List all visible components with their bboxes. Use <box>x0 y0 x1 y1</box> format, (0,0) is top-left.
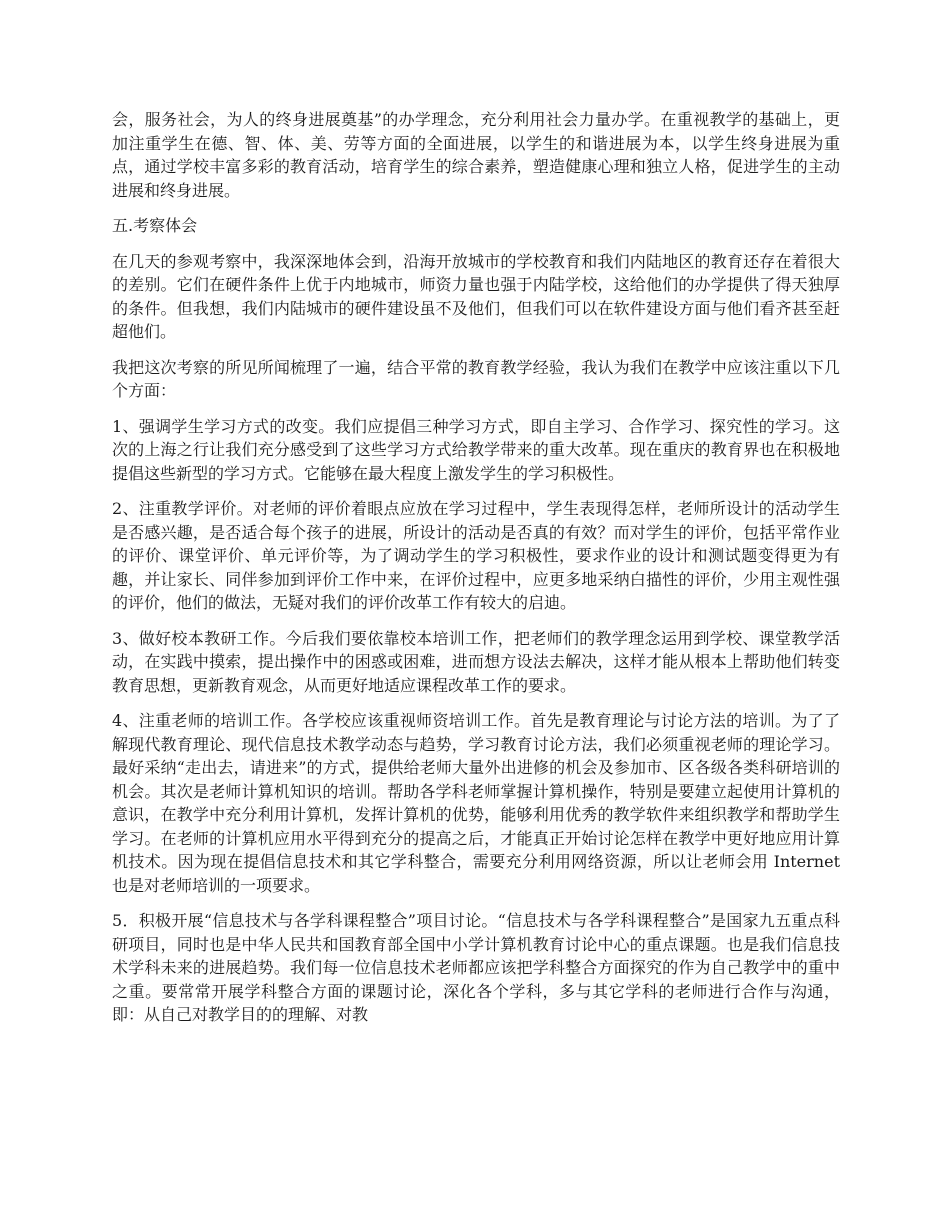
paragraph-intro-continued: 会，服务社会，为人的终身进展奠基”的办学理念，充分利用社会力量办学。在重视教学的基础上，更加注重学生在德、智、体、美、劳等方面的全面进展，以学生的和谐进展为本，以学生终身进展为重点，通过学校丰富多彩的教育活动，培育学生的综合素养，塑造健康心理和独立人格，促进学生的主动进展和终身进展。 <box>112 110 840 200</box>
document-page <box>112 108 840 1039</box>
paragraph-summary-lead: 我把这次考察的所见所闻梳理了一遍，结合平常的教育教学经验，我认为我们在教学中应该注重以下几个方面： <box>112 357 840 400</box>
paragraph-point-2-teaching-evaluation: 2、注重教学评价。对老师的评价着眼点应放在学习过程中，学生表现得怎样，老师所设计的活动学生是否感兴趣，是否适合每个孩子的进展，所设计的活动是否真的有效？而对学生的评价，包括平常作业的评价、课堂评价、单元评价等，为了调动学生的学习积极性，要求作业的设计和测试题变得更为有趣，并让家长、同伴参加到评价工作中来，在评价过程中，应更多地采纳白描性的评价，少用主观性强的评价，他们的做法，无疑对我们的评价改革工作有较大的启迪。 <box>112 499 840 612</box>
paragraph-point-5-curriculum-integration: 5．积极开展“信息技术与各学科课程整合”项目讨论。“信息技术与各学科课程整合”是国家九五重点科研项目，同时也是中华人民共和国教育部全国中小学计算机教育讨论中心的重点课题。也是我们信息技术学科未来的进展趋势。我们每一位信息技术老师都应该把学科整合方面探究的作为自己教学中的重中之重。要常常开展学科整合方面的课题讨论，深化各个学科，多与其它学科的老师进行合作与沟通，即：从自己对教学目的的理解、对教 <box>112 911 840 1024</box>
paragraph-point-3-school-research: 3、做好校本教研工作。今后我们要依靠校本培训工作，把老师们的教学理念运用到学校、课堂教学活动，在实践中摸索，提出操作中的困惑或困难，进而想方设法去解决，这样才能从根本上帮助他们转变教育思想，更新教育观念，从而更好地适应课程改革工作的要求。 <box>112 628 840 695</box>
paragraph-point-4-teacher-training: 4、注重老师的培训工作。各学校应该重视师资培训工作。首先是教育理论与讨论方法的培训。为了了解现代教育理论、现代信息技术教学动态与趋势，学习教育讨论方法，我们必须重视老师的理论学习。最好采纳“走出去，请进来”的方式，提供给老师大量外出进修的机会及参加市、区各级各类科研培训的机会。其次是老师计算机知识的培训。帮助各学科老师掌握计算机操作，特别是要建立起使用计算机的意识，在教学中充分利用计算机，发挥计算机的优势，能够利用优秀的教学软件来组织教学和帮助学生学习。在老师的计算机应用水平得到充分的提高之后，才能真正开始讨论怎样在教学中更好地应用计算机技术。因为现在提倡信息技术和其它学科整合，需要充分利用网络资源，所以让老师会用 Internet 也是对老师培训的一项要求。 <box>112 711 840 895</box>
paragraph-point-1-learning-methods: 1、强调学生学习方式的改变。我们应提倡三种学习方式，即自主学习、合作学习、探究性的学习。这次的上海之行让我们充分感受到了这些学习方式给教学带来的重大改革。现在重庆的教育界也在积极地提倡这些新型的学习方式。它能够在最大程度上激发学生的学习积极性。 <box>112 416 840 483</box>
section-heading-inspection-reflections: 五.考察体会 <box>112 216 198 235</box>
paragraph-reflection-overview: 在几天的参观考察中，我深深地体会到，沿海开放城市的学校教育和我们内陆地区的教育还存在着很大的差别。它们在硬件条件上优于内地城市，师资力量也强于内陆学校，这给他们的办学提供了得天独厚的条件。但我想，我们内陆城市的硬件建设虽不及他们，但我们可以在软件建设方面与他们看齐甚至赶超他们。 <box>112 251 840 341</box>
